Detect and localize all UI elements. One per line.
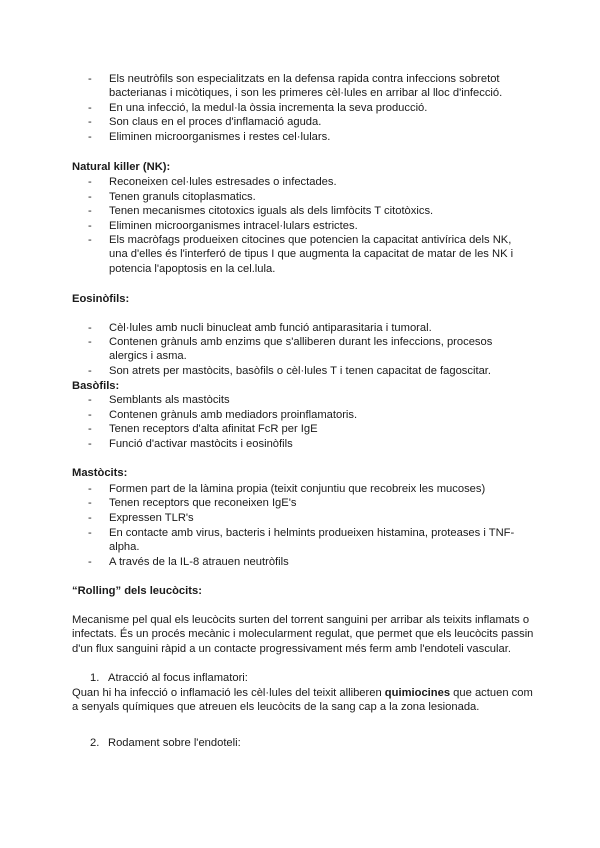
list-item-text: Els macròfags produeixen citocines que potencien la capacitat antivírica dels NK, una d'elles és l'interferó de tipus I que augmenta la capacitat de matar de les NK i potencia l'apoptosis en la cel.lula. [109,234,514,275]
bullet-dash: - [88,131,92,143]
bullet-dash: - [88,497,92,509]
bullet-dash: - [88,234,92,246]
rolling-intro-paragraph: Mecanisme pel qual els leucòcits surten del torrent sanguini per arribar als teixits inflamats o infectats. És un procés mecànic i molecularment regulat, que permet que els leucòcits passin d'un flux sanguini ràpid a un contacte progressivament més ferm amb l'endoteli vascular. [72,614,534,655]
list-item-text: En contacte amb virus, bacteris i helmints produeixen histamina, proteases i TNF-alpha. [109,527,515,554]
bullet-dash: - [88,365,92,377]
list-item-text: Reconeixen cel·lules estresades o infectades. [109,176,337,188]
section-heading-mastocits: Mastòcits: [72,467,128,479]
bullet-dash: - [88,220,92,232]
step1-paragraph [72,686,542,715]
list-item-text: Semblants als mastòcits [109,394,230,406]
section-heading-nk: Natural killer (NK): [72,161,171,173]
bullet-dash: - [88,176,92,188]
bullet-dash: - [88,483,92,495]
bullet-dash: - [88,423,92,435]
list-item-text: Son atrets per mastòcits, basòfils o cèl·lules T i tenen capacitat de fagoscitar. [109,365,492,377]
list-item-text: En una infecció, la medul·la òssia incrementa la seva producció. [109,102,428,114]
step1-text-after: que actuen com a senyals químiques que atreuen els leucòcits de la sang cap a la zona lesionada. [72,687,533,714]
item-number: 2. [90,737,100,749]
list-item-text: Formen part de la làmina propia (teixit conjuntiu que recobreix les mucoses) [109,483,486,495]
section-heading-rolling: “Rolling” dels leucòcits: [72,585,202,597]
bullet-dash: - [88,73,92,85]
list-item-text: A través de la IL-8 atrauen neutròfils [109,556,289,568]
step1-text-before: Quan hi ha infecció o inflamació les cèl·lules del teixit alliberen [72,687,385,699]
bullet-dash: - [88,394,92,406]
bullet-dash: - [88,438,92,450]
list-item-text: Expressen TLR's [109,512,194,524]
bullet-dash: - [88,409,92,421]
bullet-dash: - [88,336,92,348]
item-label: Rodament sobre l'endoteli: [108,737,241,749]
section-heading-basofils: Basòfils: [72,380,120,392]
list-item-text: Tenen receptors que reconeixen IgE's [109,497,297,509]
list-item-text: Cèl·lules amb nucli binucleat amb funció antiparasitaria i tumoral. [109,322,432,334]
list-item-text: Tenen granuls citoplasmatics. [109,191,256,203]
bullet-dash: - [88,191,92,203]
list-item-text: Tenen mecanismes citotoxics iguals als dels limfòcits T citotòxics. [109,205,434,217]
list-item-text: Son claus en el proces d'inflamació aguda. [109,116,322,128]
step1-text-bold: quimiocines [384,687,451,699]
bullet-dash: - [88,116,92,128]
list-item-text: Contenen grànuls amb enzims que s'alliberen durant les infeccions, procesos alergics i asma. [109,336,493,363]
bullet-dash: - [88,512,92,524]
list-item-text: Tenen receptors d'alta afinitat FcR per IgE [109,423,318,435]
bullet-dash: - [88,322,92,334]
item-number: 1. [90,672,100,684]
bullet-dash: - [88,102,92,114]
bullet-dash: - [88,527,92,539]
list-item-text: Els neutròfils son especialitzats en la defensa rapida contra infeccions sobretot bacterianas i micòtiques, i son les primeres cèl·lules en arribar al lloc d'infecció. [109,73,503,100]
list-item-text: Eliminen microorganismes intracel·lulars estrictes. [109,220,358,232]
section-heading-eosinofils: Eosinòfils: [72,293,130,305]
list-item-text: Contenen grànuls amb mediadors proinflamatoris. [109,409,358,421]
bullet-dash: - [88,205,92,217]
bullet-dash: - [88,556,92,568]
item-label: Atracció al focus inflamatori: [108,672,248,684]
list-item-text: Eliminen microorganismes i restes cel·lulars. [109,131,331,143]
list-item-text: Funció d'activar mastòcits i eosinòfils [109,438,293,450]
